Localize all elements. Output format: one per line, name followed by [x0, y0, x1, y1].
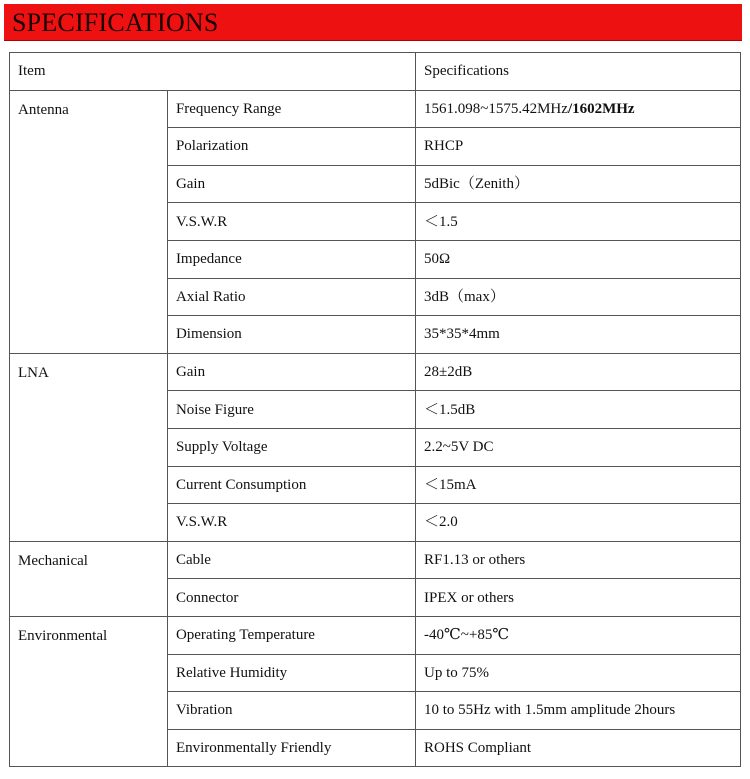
row-item: Gain — [167, 165, 415, 203]
row-value: 35*35*4mm — [415, 316, 740, 354]
table-row — [10, 541, 741, 579]
row-item: Axial Ratio — [167, 278, 415, 316]
specifications-banner — [4, 4, 742, 41]
row-value: -40℃~+85℃ — [415, 616, 740, 654]
specifications-table — [9, 52, 741, 767]
group-lna: LNA — [10, 353, 168, 541]
row-item: Gain — [167, 353, 415, 391]
row-value: 2.2~5V DC — [415, 428, 740, 466]
group-mechanical: Mechanical — [10, 541, 168, 616]
row-value: Up to 75% — [415, 654, 740, 692]
row-value — [415, 90, 740, 128]
row-item: Operating Temperature — [167, 616, 415, 654]
row-value: 50Ω — [415, 240, 740, 278]
row-item: Current Consumption — [167, 466, 415, 504]
row-value: 10 to 55Hz with 1.5mm amplitude 2hours — [415, 692, 740, 730]
value-text: 1561.098~1575.42MHz — [423, 100, 568, 117]
table-header-row — [10, 53, 741, 91]
row-item: Vibration — [167, 692, 415, 730]
row-value: 5dBic（Zenith） — [415, 165, 740, 203]
row-item: Relative Humidity — [167, 654, 415, 692]
row-item: Polarization — [167, 128, 415, 166]
table-row — [10, 353, 741, 391]
row-value: RF1.13 or others — [415, 541, 740, 579]
value-text-bold: /1602MHz — [567, 100, 635, 117]
row-value: ＜2.0 — [415, 504, 740, 542]
row-value: 3dB（max） — [415, 278, 740, 316]
row-value: ROHS Compliant — [415, 729, 740, 767]
row-value: RHCP — [415, 128, 740, 166]
row-item: Environmentally Friendly — [167, 729, 415, 767]
group-environmental: Environmental — [10, 616, 168, 766]
row-value: ＜1.5dB — [415, 391, 740, 429]
row-value: IPEX or others — [415, 579, 740, 617]
row-item: Connector — [167, 579, 415, 617]
row-item: Cable — [167, 541, 415, 579]
row-item: V.S.W.R — [167, 203, 415, 241]
row-item: Noise Figure — [167, 391, 415, 429]
group-antenna: Antenna — [10, 90, 168, 353]
row-value: 28±2dB — [415, 353, 740, 391]
page-title: SPECIFICATIONS — [12, 8, 219, 37]
table-row — [10, 616, 741, 654]
table-row — [10, 90, 741, 128]
row-item: Supply Voltage — [167, 428, 415, 466]
row-item: Frequency Range — [167, 90, 415, 128]
row-item: Impedance — [167, 240, 415, 278]
row-item: V.S.W.R — [167, 504, 415, 542]
header-specifications: Specifications — [415, 53, 740, 91]
header-item: Item — [10, 53, 416, 91]
row-value: ＜15mA — [415, 466, 740, 504]
row-item: Dimension — [167, 316, 415, 354]
row-value: ＜1.5 — [415, 203, 740, 241]
